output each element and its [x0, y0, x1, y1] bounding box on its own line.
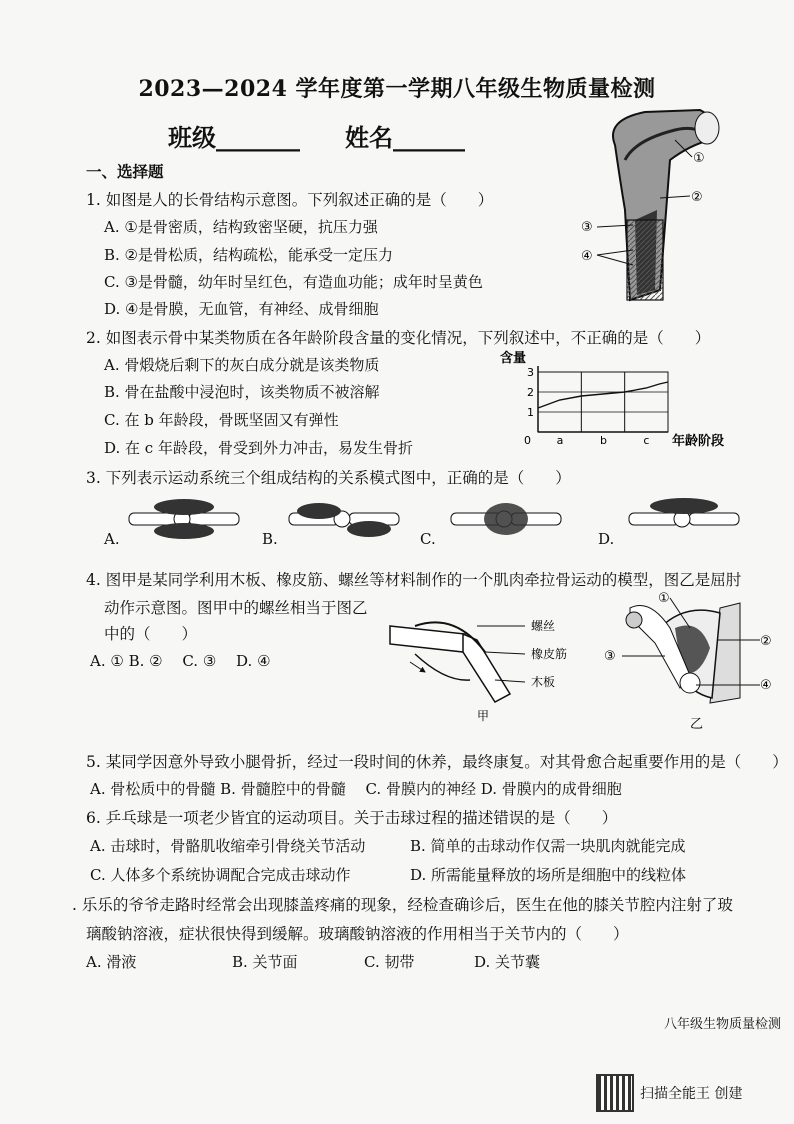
q6-option-a: A. 击球时，骨骼肌收缩牵引骨绕关节活动: [90, 837, 366, 855]
q2-option-a: A. 骨煅烧后剩下的灰白成分就是该类物质: [104, 356, 380, 374]
q4-options: A. ① B. ② C. ③ D. ④: [90, 652, 271, 670]
q2-option-c: C. 在 b 年龄段，骨既坚固又有弹性: [104, 411, 339, 429]
bone-label-4: ④: [581, 249, 593, 264]
bone-label-3: ③: [581, 220, 593, 235]
content-chart: [500, 346, 770, 450]
q2-option-d: D. 在 c 年龄段，骨受到外力冲击，易发生骨折: [104, 439, 413, 457]
y-tick-label: 0: [524, 434, 531, 447]
q1-option-c: C. ③是骨髓，幼年时呈红色，有造血功能；成年时呈黄色: [104, 273, 483, 291]
q1-option-b: B. ②是骨松质，结构疏松，能承受一定压力: [104, 246, 394, 264]
chart-xlabel: 年龄阶段: [672, 434, 725, 449]
bone-label-1: ①: [693, 151, 705, 166]
y-tick-label: 2: [527, 386, 534, 399]
plot-frame: [538, 372, 668, 432]
y-tick-label: 3: [527, 366, 534, 379]
chart-ylabel: 含量: [500, 351, 527, 366]
joint-model-d: [624, 495, 744, 545]
fig-jia-caption: 甲: [477, 709, 490, 722]
q5-stem: 5. 某同学因意外导致小腿骨折，经过一段时间的休养，最终康复。对其骨愈合起重要作用的是（ ）: [86, 753, 788, 771]
model-label-board: 木板: [531, 675, 556, 689]
q5-options: A. 骨松质中的骨髓 B. 骨髓腔中的骨髓 C. 骨膜内的神经 D. 骨膜内的成骨细胞: [90, 780, 622, 798]
series-line: [538, 382, 668, 408]
arm-flexion-yi: [600, 588, 790, 733]
q6-option-b: B. 简单的击球动作仅需一块肌肉就能完成: [410, 837, 686, 855]
x-tick-label: c: [643, 434, 650, 447]
q1-option-a: A. ①是骨密质，结构致密坚硬，抗压力强: [104, 218, 378, 236]
scanner-watermark: 扫描全能王 创建: [640, 1086, 743, 1102]
q7-option-a: A. 滑液: [86, 953, 137, 971]
long-bone-figure: [575, 100, 735, 310]
joint-model-b: [284, 495, 404, 545]
model-label-band: 橡皮筋: [531, 647, 568, 661]
arm-label-4: ④: [760, 678, 772, 693]
q6-stem: 6. 乒乓球是一项老少皆宜的运动项目。关于击球过程的描述错误的是（ ）: [86, 809, 618, 827]
q3-option-b: B.: [262, 530, 278, 548]
q2-option-b: B. 骨在盐酸中浸泡时，该类物质不被溶解: [104, 383, 380, 401]
fig-yi-caption: 乙: [690, 717, 704, 732]
q7-stem-2: 璃酸钠溶液，症状很快得到缓解。玻璃酸钠溶液的作用相当于关节内的（ ）: [86, 925, 629, 943]
section-heading: 一、选择题: [86, 162, 164, 181]
qr-code-icon: [596, 1074, 634, 1112]
page-footer-label: 八年级生物质量检测: [664, 1017, 782, 1032]
q4-stem-1: 4. 图甲是某同学利用木板、橡皮筋、螺丝等材料制作的一个肌肉牵拉骨运动的模型，图乙是屈肘: [86, 571, 742, 589]
q3-stem: 3. 下列表示运动系统三个组成结构的关系模式图中，正确的是（ ）: [86, 469, 571, 487]
arm-label-2: ②: [760, 634, 772, 649]
q3-option-d: D.: [598, 530, 615, 548]
x-tick-label: a: [556, 434, 564, 447]
muscle-model-jia: [385, 612, 585, 722]
q3-option-a: A.: [104, 530, 120, 548]
q7-option-c: C. 韧带: [364, 953, 415, 971]
exam-title: 2023—2024 学年度第一学期八年级生物质量检测: [138, 76, 656, 102]
q6-option-d: D. 所需能量释放的场所是细胞中的线粒体: [410, 866, 687, 884]
q7-option-b: B. 关节面: [232, 953, 298, 971]
arm-label-3: ③: [604, 649, 616, 664]
bone-label-2: ②: [691, 190, 703, 205]
name-field: 姓名______: [345, 123, 465, 152]
q1-stem: 1. 如图是人的长骨结构示意图。下列叙述正确的是（ ）: [86, 191, 494, 209]
model-label-screw: 螺丝: [531, 619, 556, 633]
q3-option-c: C.: [420, 530, 436, 548]
joint-model-c: [446, 495, 566, 545]
joint-model-a: [124, 495, 244, 545]
q4-stem-2: 动作示意图。图甲中的螺丝相当于图乙: [104, 599, 368, 617]
q2-stem: 2. 如图表示骨中某类物质在各年龄阶段含量的变化情况，下列叙述中，不正确的是（ ）: [86, 329, 711, 347]
q1-option-d: D. ④是骨膜，无血管，有神经、成骨细胞: [104, 300, 379, 318]
class-field: 班级_______: [168, 123, 300, 152]
q6-option-c: C. 人体多个系统协调配合完成击球动作: [90, 866, 351, 884]
x-tick-label: b: [600, 434, 607, 447]
q7-stem-1: . 乐乐的爷爷走路时经常会出现膝盖疼痛的现象，经检查确诊后，医生在他的膝关节腔内注射了玻: [72, 896, 733, 914]
q7-option-d: D. 关节囊: [474, 953, 541, 971]
q4-stem-3: 中的（ ）: [104, 625, 198, 643]
arm-label-1: ①: [658, 591, 670, 606]
y-tick-label: 1: [527, 406, 534, 419]
